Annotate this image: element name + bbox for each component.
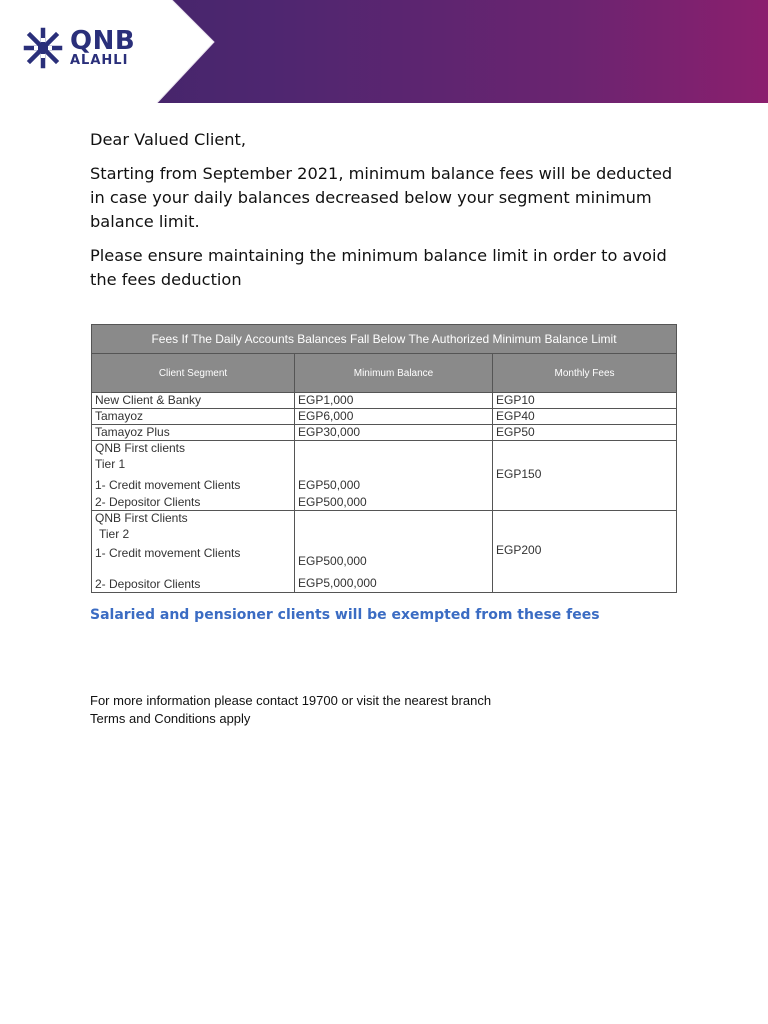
exemption-note: Salaried and pensioner clients will be exempted from these fees [90,607,600,623]
tier-1-fee: EGP150 [496,467,542,481]
fees-table [91,324,677,593]
tier-1-label: Tier 1 [95,457,126,471]
tier-1-credit-movement: 1- Credit movement Clients [95,478,241,492]
terms-line: Terms and Conditions apply [90,711,251,726]
header-minimum-balance: Minimum Balance [295,354,493,393]
letter-body [90,128,690,302]
cell-segment: New Client & Banky [92,393,295,409]
tier-1-min-credit: EGP50,000 [298,478,361,492]
cell-fee: EGP10 [493,393,677,409]
table-row [92,409,677,425]
table-row [92,425,677,441]
footer-info [90,692,491,728]
cell-segment: Tamayoz Plus [92,425,295,441]
cell-fee-tier-1 [493,441,677,511]
cell-min-balance-tier-2 [295,511,493,593]
tier-1-title: QNB First clients [95,441,186,455]
cell-fee-tier-2 [493,511,677,593]
cell-fee: EGP50 [493,425,677,441]
qnb-logo-icon [22,26,64,70]
cell-segment: Tamayoz [92,409,295,425]
cell-fee: EGP40 [493,409,677,425]
header-client-segment: Client Segment [92,354,295,393]
tier-2-label: Tier 2 [99,527,130,541]
cell-min-balance: EGP6,000 [295,409,493,425]
cell-min-balance: EGP30,000 [295,425,493,441]
table-row [92,393,677,409]
logo-wordmark: QNB [70,26,136,56]
tier-2-title: QNB First Clients [95,511,188,525]
paragraph-1: Starting from September 2021, minimum balance fees will be deducted in case your daily balances decreased below your segment minimum balance limit. [90,164,673,231]
greeting: Dear Valued Client, [90,130,247,149]
cell-segment-tier-1 [92,441,295,511]
paragraph-2: Please ensure maintaining the minimum balance limit in order to avoid the fees deduction [90,246,667,289]
cell-min-balance: EGP1,000 [295,393,493,409]
tier-2-credit-movement: 1- Credit movement Clients [95,546,241,560]
table-title: Fees If The Daily Accounts Balances Fall Below The Authorized Minimum Balance Limit [92,325,677,354]
header-monthly-fees: Monthly Fees [493,354,677,393]
contact-line: For more information please contact 19700 or visit the nearest branch [90,693,492,708]
cell-segment-tier-2 [92,511,295,593]
table-row-tier-2 [92,511,677,593]
tier-1-min-depositor: EGP500,000 [298,495,367,509]
tier-2-min-credit: EGP500,000 [298,554,367,568]
logo-subtitle: ALAHLI [70,53,129,68]
tier-2-min-depositor: EGP5,000,000 [298,576,377,590]
table-row-tier-1 [92,441,677,511]
table-header-row [92,354,677,393]
tier-2-depositor: 2- Depositor Clients [95,577,201,591]
tier-1-depositor: 2- Depositor Clients [95,495,201,509]
cell-min-balance-tier-1 [295,441,493,511]
tier-2-fee: EGP200 [496,543,542,557]
